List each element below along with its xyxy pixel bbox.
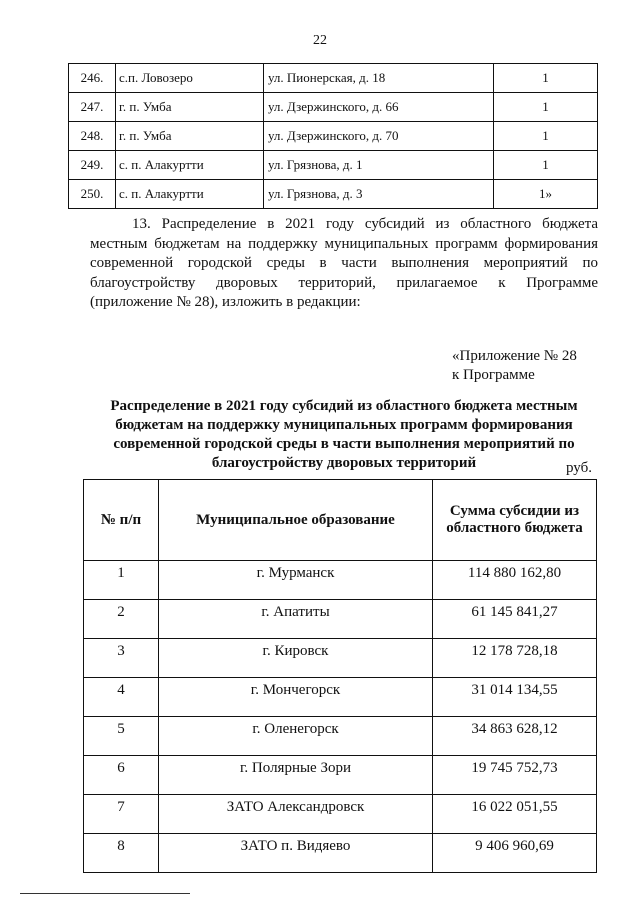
amount-cell: 34 863 628,12 [433, 717, 597, 756]
table-row [84, 717, 597, 756]
table-row [69, 93, 598, 122]
table-row [84, 756, 597, 795]
header-num: № п/п [84, 480, 159, 561]
municipality-cell: г. Кировск [159, 639, 433, 678]
municipality-cell: г. Полярные Зори [159, 756, 433, 795]
settlement-cell: с.п. Ловозеро [116, 64, 264, 93]
table-row [84, 639, 597, 678]
appendix-label [452, 347, 577, 385]
row-number: 8 [84, 834, 159, 873]
paragraph-13: 13. Распределение в 2021 году субсидий из областного бюджета местным бюджетам на поддержку муниципальных программ формирования современной городской среды в части выполнения мероприятий по благоустройству дворовых территорий, прилагаемое к Программе (приложение № 28), изложить в редакции: [90, 216, 598, 310]
row-number: 4 [84, 678, 159, 717]
settlement-cell: г. п. Умба [116, 122, 264, 151]
address-cell: ул. Дзержинского, д. 70 [264, 122, 494, 151]
municipality-cell: ЗАТО Александровск [159, 795, 433, 834]
municipality-cell: г. Мурманск [159, 561, 433, 600]
settlement-cell: с. п. Алакуртти [116, 151, 264, 180]
row-number: 248. [69, 122, 116, 151]
document-title: Распределение в 2021 году субсидий из областного бюджета местным бюджетам на поддержку муниципальных программ формирования современной городской среды в части выполнения мероприятий по благоустройству дворовых территорий [110, 398, 578, 471]
settlement-cell: г. п. Умба [116, 93, 264, 122]
subsidy-table-body [84, 561, 597, 873]
amount-cell: 19 745 752,73 [433, 756, 597, 795]
page-number: 22 [313, 33, 327, 48]
municipality-cell: г. Мончегорск [159, 678, 433, 717]
table-row [84, 678, 597, 717]
row-number: 2 [84, 600, 159, 639]
subsidy-table-header-row [84, 480, 597, 561]
header-amount: Сумма субсидии из областного бюджета [433, 480, 597, 561]
municipality-cell: г. Апатиты [159, 600, 433, 639]
table-row [69, 122, 598, 151]
table-row [84, 561, 597, 600]
footer-line [20, 893, 190, 894]
row-number: 247. [69, 93, 116, 122]
table-row [69, 180, 598, 209]
row-number: 5 [84, 717, 159, 756]
amount-cell: 16 022 051,55 [433, 795, 597, 834]
appendix-line-2: к Программе [452, 367, 535, 383]
currency-unit: руб. [566, 460, 592, 476]
row-number: 1 [84, 561, 159, 600]
row-number: 246. [69, 64, 116, 93]
header-municipality: Муниципальное образование [159, 480, 433, 561]
appendix-line-1: «Приложение № 28 [452, 348, 577, 364]
row-number: 250. [69, 180, 116, 209]
row-number: 249. [69, 151, 116, 180]
address-cell: ул. Грязнова, д. 1 [264, 151, 494, 180]
table-row [69, 64, 598, 93]
municipality-cell: ЗАТО п. Видяево [159, 834, 433, 873]
amount-cell: 61 145 841,27 [433, 600, 597, 639]
address-cell: ул. Грязнова, д. 3 [264, 180, 494, 209]
table-row [84, 600, 597, 639]
amount-cell: 114 880 162,80 [433, 561, 597, 600]
table-row [69, 151, 598, 180]
amount-cell: 31 014 134,55 [433, 678, 597, 717]
table-row [84, 834, 597, 873]
count-cell: 1» [494, 180, 598, 209]
table-row [84, 795, 597, 834]
address-cell: ул. Пионерская, д. 18 [264, 64, 494, 93]
municipality-cell: г. Оленегорск [159, 717, 433, 756]
subsidy-table [83, 479, 597, 873]
row-number: 7 [84, 795, 159, 834]
count-cell: 1 [494, 93, 598, 122]
row-number: 6 [84, 756, 159, 795]
top-table-body [69, 64, 598, 209]
amount-cell: 12 178 728,18 [433, 639, 597, 678]
row-number: 3 [84, 639, 159, 678]
address-cell: ул. Дзержинского, д. 66 [264, 93, 494, 122]
count-cell: 1 [494, 151, 598, 180]
count-cell: 1 [494, 122, 598, 151]
count-cell: 1 [494, 64, 598, 93]
amount-cell: 9 406 960,69 [433, 834, 597, 873]
top-table [68, 63, 598, 209]
settlement-cell: с. п. Алакуртти [116, 180, 264, 209]
